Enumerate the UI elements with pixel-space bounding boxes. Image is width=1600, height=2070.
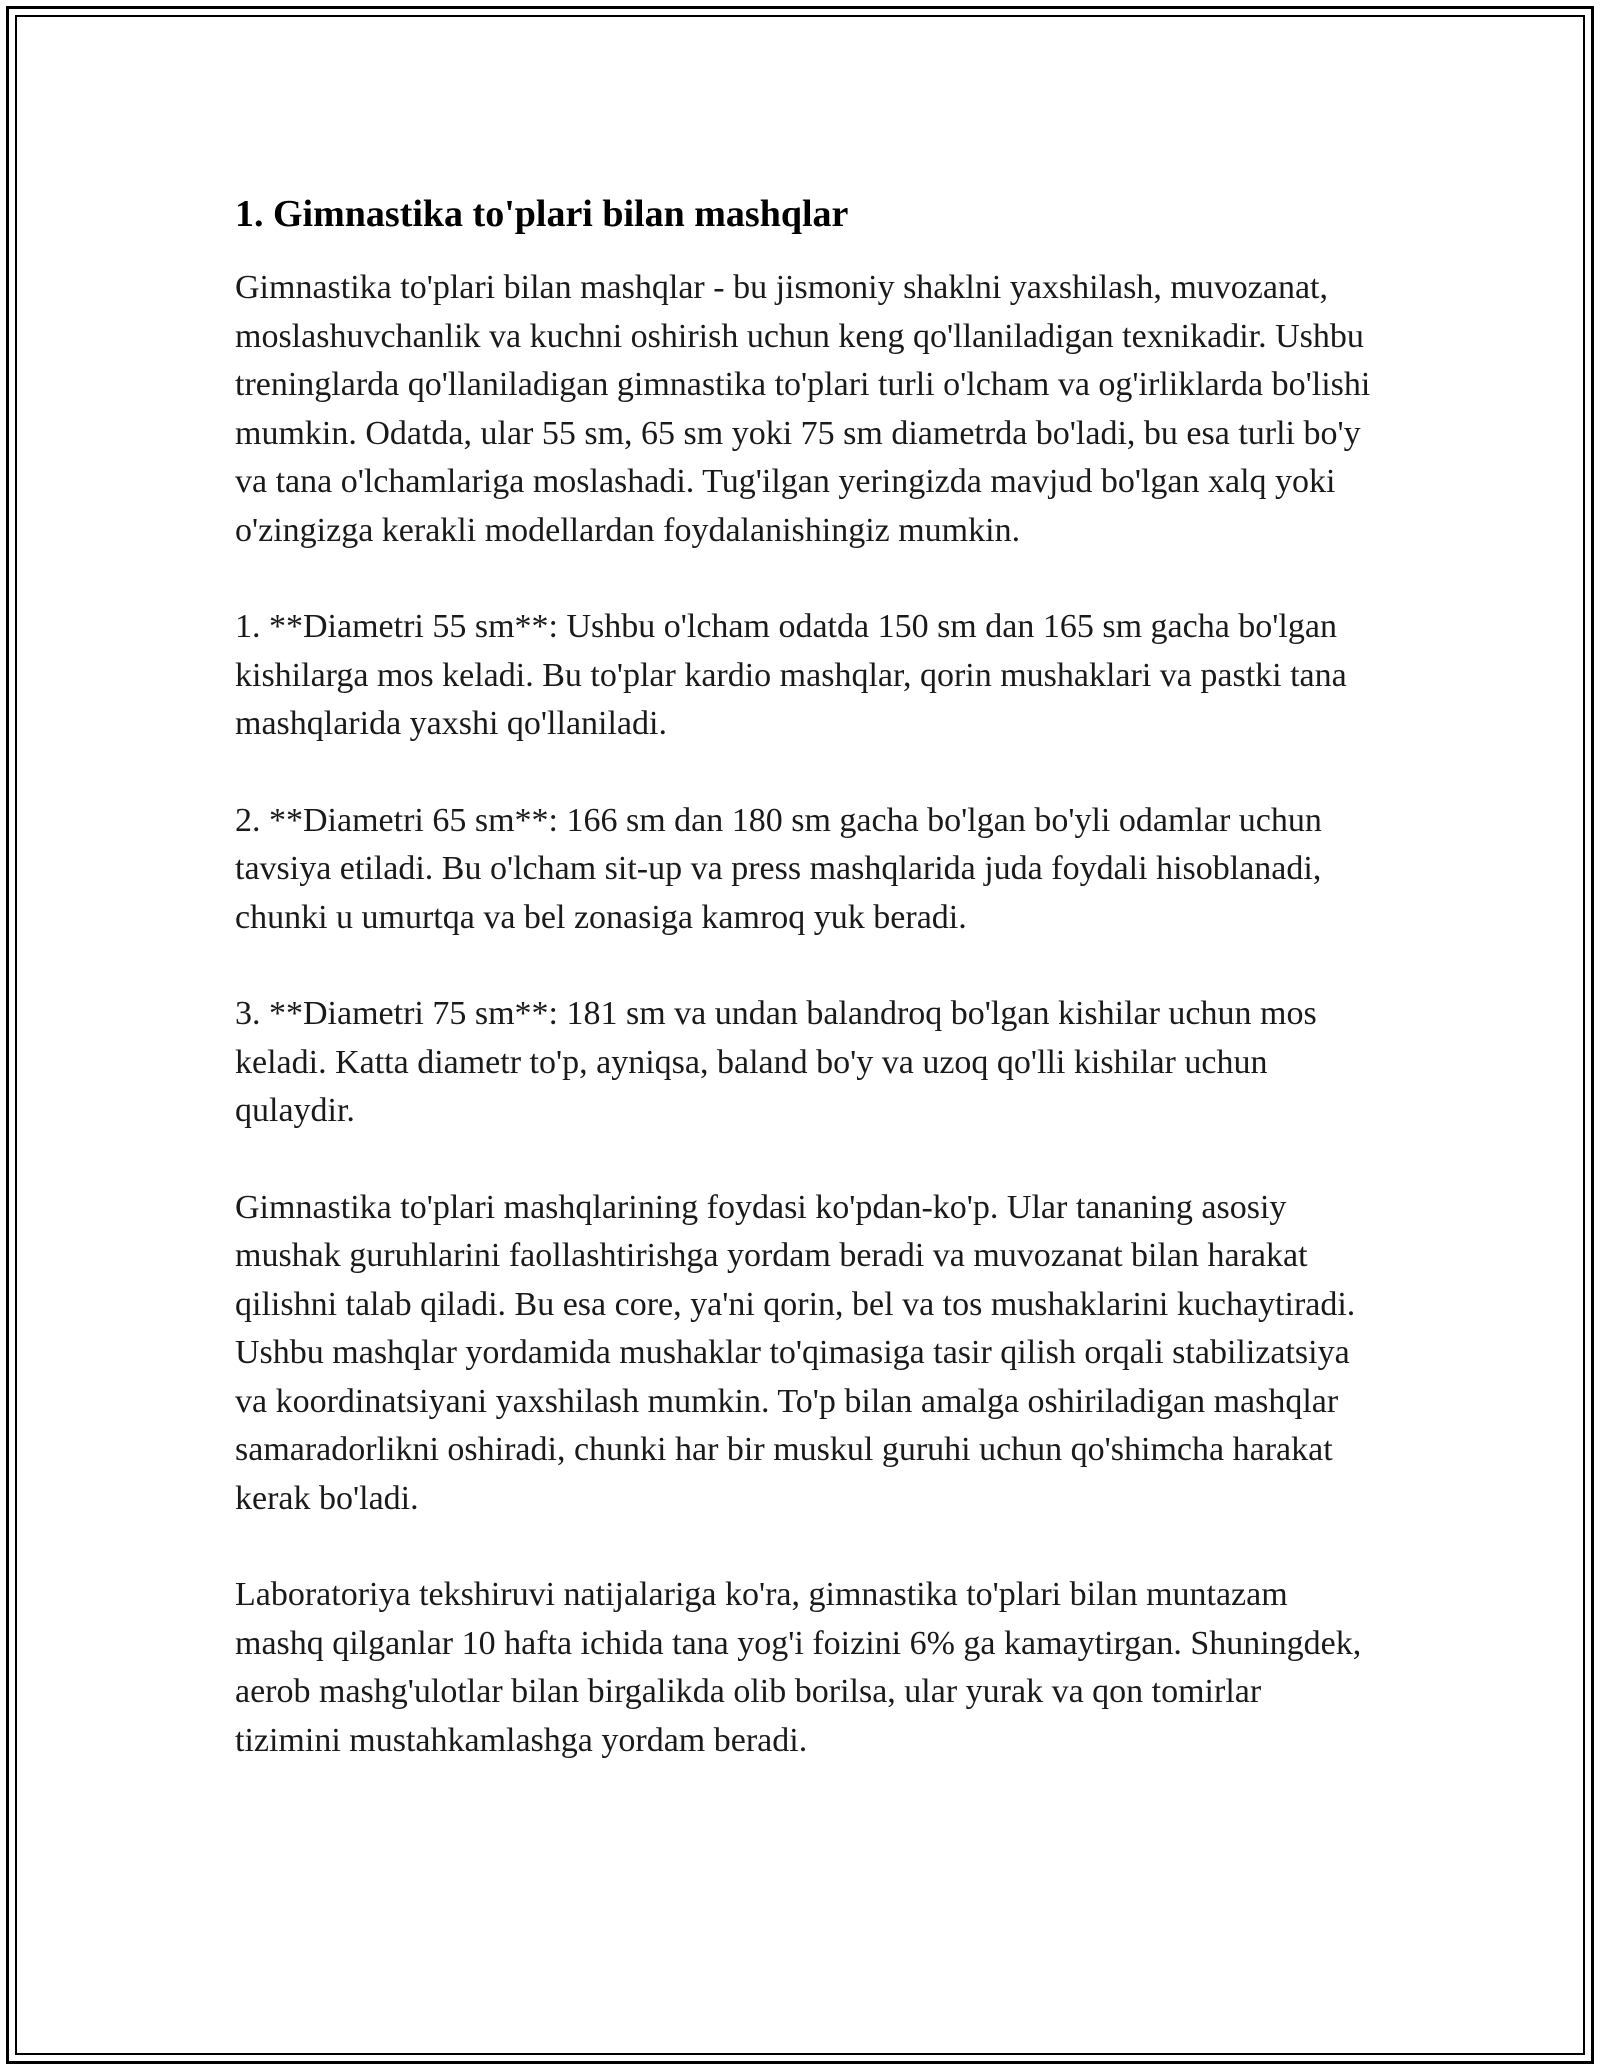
document-title: 1. Gimnastika to'plari bilan mashqlar (235, 193, 849, 235)
document-body (235, 186, 1375, 1813)
benefits-paragraph: Gimnastika to'plari mashqlarining foydasi ko'pdan-ko'p. Ular tananing asosiy mushak guruhlarini faollashtirishga yordam beradi va muvozanat bilan harakat qilishni talab qiladi. Bu esa core, ya'ni qorin, bel va tos mushaklarini kuchaytiradi. Ushbu mashqlar yordamida mushaklar to'qimasiga tasir qilish orqali stabilizatsiya va koordinatsiyani yaxshilash mumkin. To'p bilan amalga oshiriladigan mashqlar samaradorlikni oshiradi, chunki har bir muskul guruhi uchun qo'shimcha harakat kerak bo'ladi. (235, 1188, 1356, 1517)
intro-paragraph: Gimnastika to'plari bilan mashqlar - bu jismoniy shaklni yaxshilash, muvozanat, moslashuvchanlik va kuchni oshirish uchun keng qo'llaniladigan texnikadir. Ushbu treninglarda qo'llaniladigan gimnastika to'plari turli o'lcham va og'irliklarda bo'lishi mumkin. Odatda, ular 55 sm, 65 sm yoki 75 sm diametrda bo'ladi, bu esa turli bo'y va tana o'lchamlariga moslashadi. Tug'ilgan yeringizda mavjud bo'lgan xalq yoki o'zingizga kerakli modellardan foydalanishingiz mumkin. (235, 269, 1371, 549)
list-item-diameter-55: 1. **Diametri 55 sm**: Ushbu o'lcham odatda 150 sm dan 165 sm gacha bo'lgan kishilarga mos keladi. Bu to'plar kardio mashqlar, qorin mushaklari va pastki tana mashqlarida yaxshi qo'llaniladi. (235, 608, 1347, 742)
list-item-diameter-65: 2. **Diametri 65 sm**: 166 sm dan 180 sm gacha bo'lgan bo'yli odamlar uchun tavsiya etiladi. Bu o'lcham sit-up va press mashqlarida juda foydali hisoblanadi, chunki u umurtqa va bel zonasiga kamroq yuk beradi. (235, 801, 1322, 936)
research-paragraph: Laboratoriya tekshiruvi natijalariga ko'ra, gimnastika to'plari bilan muntazam mashq qilganlar 10 hafta ichida tana yog'i foizini 6% ga kamaytirgan. Shuningdek, aerob mashg'ulotlar bilan birgalikda olib borilsa, ular yurak va qon tomirlar tizimini mustahkamlashga yordam beradi. (235, 1576, 1362, 1759)
list-item-diameter-75: 3. **Diametri 75 sm**: 181 sm va undan balandroq bo'lgan kishilar uchun mos keladi. Katta diametr to'p, ayniqsa, baland bo'y va uzoq qo'lli kishilar uchun qulaydir. (235, 995, 1317, 1129)
